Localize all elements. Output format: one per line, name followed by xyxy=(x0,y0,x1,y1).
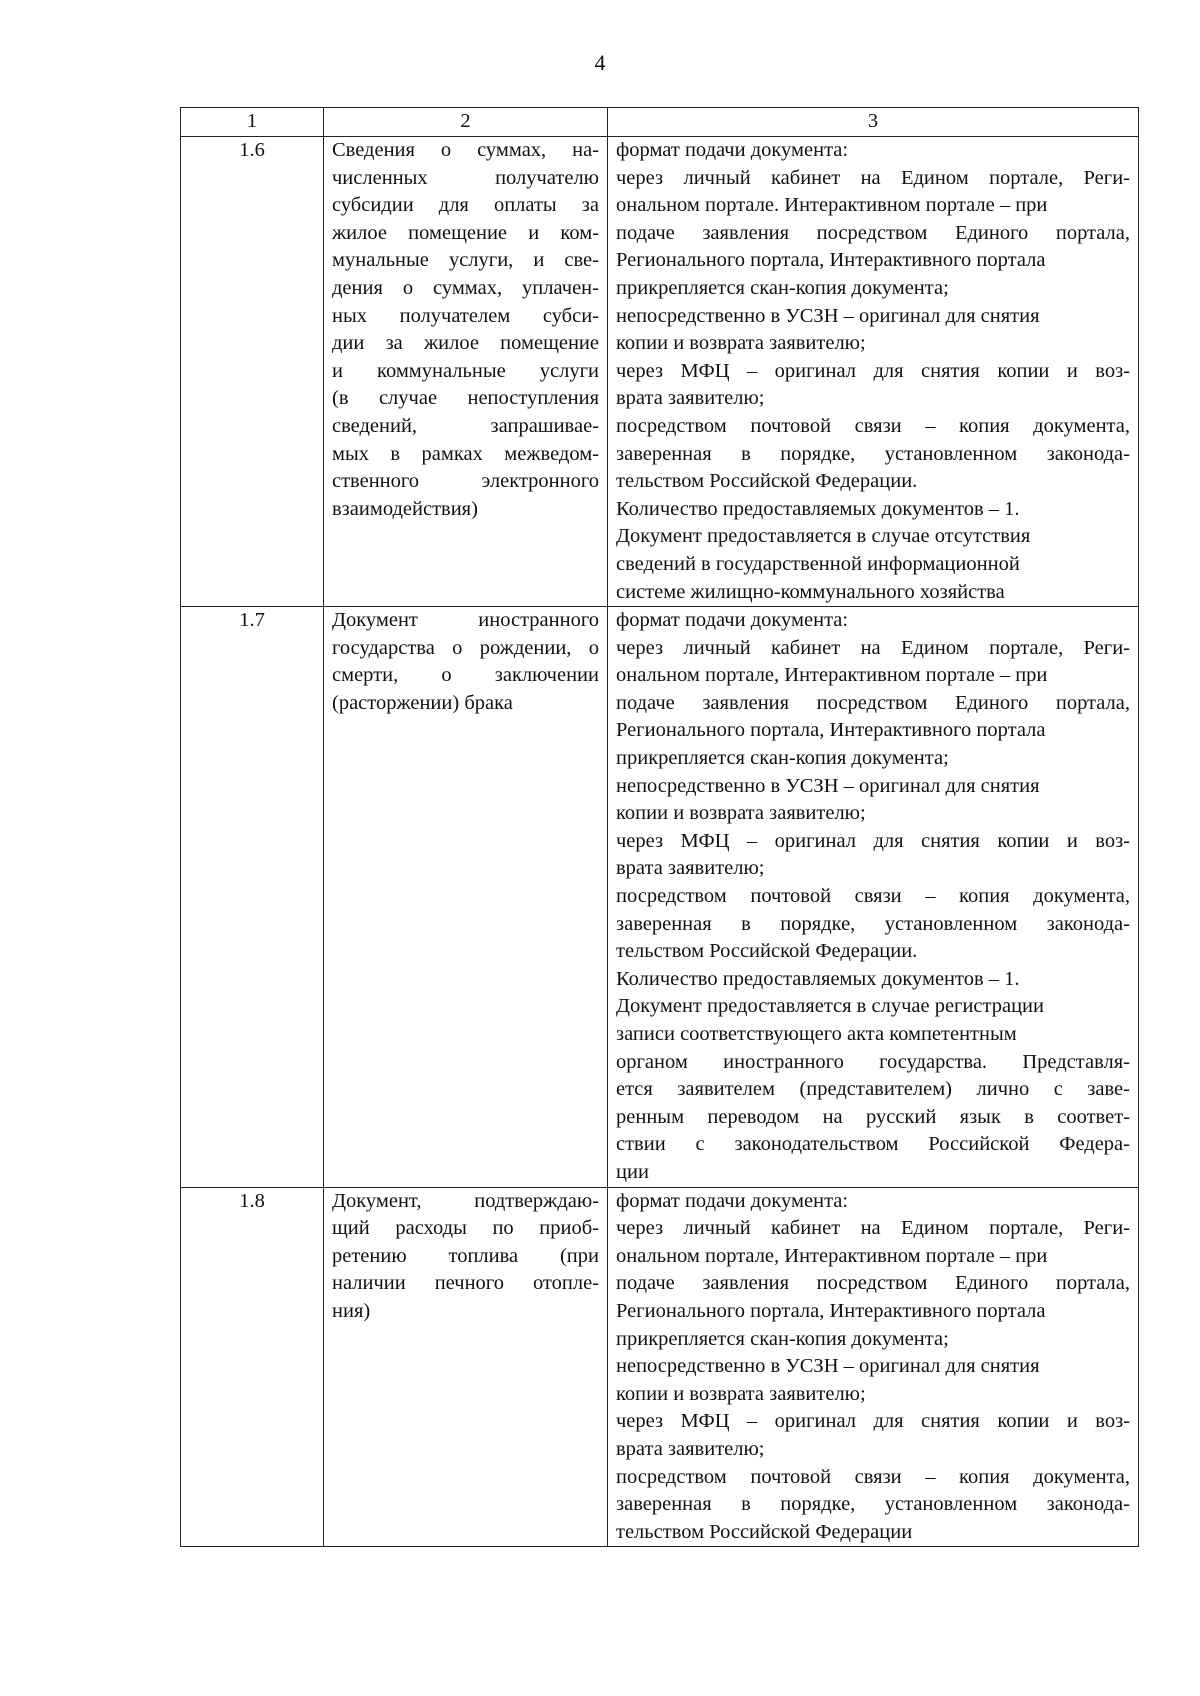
table-row xyxy=(181,1187,1139,1547)
submission-format-line: непосредственно в УСЗН – оригинал для снятия xyxy=(616,1355,1040,1378)
submission-format-line: органом иностранного государства. Представля- xyxy=(616,1050,1130,1073)
document-name-line: ния) xyxy=(332,1299,371,1322)
document-name-line: ственного электронного xyxy=(332,470,599,493)
submission-format-line: формат подачи документа: xyxy=(616,1189,849,1212)
document-name-line: (в случае непоступления xyxy=(332,387,599,410)
submission-format-line: заверенная в порядке, установленном законода- xyxy=(616,442,1130,465)
submission-format-line: посредством почтовой связи – копия документа, xyxy=(616,414,1130,437)
submission-format-line: формат подачи документа: xyxy=(616,609,849,632)
submission-format-line: непосредственно в УСЗН – оригинал для снятия xyxy=(616,774,1040,797)
document-name-line: наличии печного отопле- xyxy=(332,1272,599,1295)
submission-format-line: врата заявителю; xyxy=(616,387,765,410)
row-number-cell: 1.6 xyxy=(181,137,324,607)
submission-format-line: системе жилищно-коммунального хозяйства xyxy=(616,580,1005,603)
document-name-line: щий расходы по приоб- xyxy=(332,1217,599,1240)
document-name-line: дения о суммах, уплачен- xyxy=(332,276,599,299)
column-header-2: 2 xyxy=(324,108,608,137)
submission-format-line: посредством почтовой связи – копия документа, xyxy=(616,885,1130,908)
document-name-line: Сведения о суммах, на- xyxy=(332,139,599,161)
submission-format-line: копии и возврата заявителю; xyxy=(616,1382,866,1405)
document-name-line: государства о рождении, о xyxy=(332,636,599,659)
submission-format-cell xyxy=(608,137,1139,607)
document-name-line: дии за жилое помещение xyxy=(332,332,599,355)
document-name-line: численных получателю xyxy=(332,166,599,189)
submission-format-line: подаче заявления посредством Единого портала, xyxy=(616,691,1130,714)
document-name-line: субсидии для оплаты за xyxy=(332,194,599,217)
document-name-cell xyxy=(324,137,608,607)
submission-format-line: Количество предоставляемых документов – 1. xyxy=(616,497,1020,520)
submission-format-line: сведений в государственной информационной xyxy=(616,552,1020,575)
documents-table xyxy=(180,107,1139,1547)
submission-format-line: записи соответствующего акта компетентным xyxy=(616,1023,1017,1045)
table-row xyxy=(181,137,1139,607)
table-header-row xyxy=(181,108,1139,137)
row-number-cell: 1.7 xyxy=(181,607,324,1187)
submission-format-line: копии и возврата заявителю; xyxy=(616,802,866,825)
document-name-line: мунальные услуги, и све- xyxy=(332,249,599,272)
submission-format-cell xyxy=(608,1187,1139,1547)
submission-format-line: формат подачи документа: xyxy=(616,139,849,161)
document-name-line: Документ, подтверждаю- xyxy=(332,1189,599,1212)
submission-format-line: Регионального портала, Интерактивного портала xyxy=(616,719,1046,742)
submission-format-line: через МФЦ – оригинал для снятия копии и воз- xyxy=(616,829,1130,852)
submission-format-line: прикрепляется скан-копия документа; xyxy=(616,1327,949,1350)
submission-format-line: Документ предоставляется в случае отсутствия xyxy=(616,525,1031,548)
submission-format-line: заверенная в порядке, установленном законода- xyxy=(616,912,1130,935)
submission-format-cell xyxy=(608,607,1139,1187)
submission-format-line: тельством Российской Федерации. xyxy=(616,940,918,963)
submission-format-line: копии и возврата заявителю; xyxy=(616,332,866,355)
submission-format-line: тельством Российской Федерации. xyxy=(616,470,918,493)
submission-format-line: ональном портале, Интерактивном портале – при xyxy=(616,664,1048,687)
submission-format-line: прикрепляется скан-копия документа; xyxy=(616,276,949,299)
document-name-line: Документ иностранного xyxy=(332,609,599,632)
submission-format-line: Регионального портала, Интерактивного портала xyxy=(616,1299,1046,1322)
submission-format-line: прикрепляется скан-копия документа; xyxy=(616,747,949,770)
submission-format-line: ции xyxy=(616,1160,649,1183)
row-number-cell: 1.8 xyxy=(181,1187,324,1547)
column-header-3: 3 xyxy=(608,108,1139,137)
document-name-line: ных получателем субси- xyxy=(332,304,599,327)
document-name-line: мых в рамках межведом- xyxy=(332,442,599,465)
submission-format-line: непосредственно в УСЗН – оригинал для снятия xyxy=(616,304,1040,327)
submission-format-line: через МФЦ – оригинал для снятия копии и воз- xyxy=(616,1410,1130,1433)
document-name-line: и коммунальные услуги xyxy=(332,359,599,382)
submission-format-line: тельством Российской Федерации xyxy=(616,1520,913,1543)
submission-format-line: посредством почтовой связи – копия документа, xyxy=(616,1465,1130,1488)
table-row xyxy=(181,607,1139,1187)
submission-format-line: подаче заявления посредством Единого портала, xyxy=(616,221,1130,244)
document-name-line: сведений, запрашивае- xyxy=(332,414,599,437)
submission-format-line: через личный кабинет на Едином портале, Реги- xyxy=(616,1217,1130,1240)
submission-format-line: заверенная в порядке, установленном законода- xyxy=(616,1493,1130,1516)
submission-format-line: ональном портале, Интерактивном портале – при xyxy=(616,1244,1048,1267)
submission-format-line: врата заявителю; xyxy=(616,857,765,880)
document-name-cell xyxy=(324,607,608,1187)
submission-format-line: Регионального портала, Интерактивного портала xyxy=(616,249,1046,272)
document-name-line: ретению топлива (при xyxy=(332,1244,599,1267)
document-name-line: жилое помещение и ком- xyxy=(332,221,599,244)
document-name-cell xyxy=(324,1187,608,1547)
submission-format-line: подаче заявления посредством Единого портала, xyxy=(616,1272,1130,1295)
submission-format-line: Документ предоставляется в случае регистрации xyxy=(616,995,1044,1018)
submission-format-line: ствии с законодательством Российской Федера- xyxy=(616,1133,1130,1156)
submission-format-line: ется заявителем (представителем) лично с заве- xyxy=(616,1078,1130,1101)
submission-format-line: ренным переводом на русский язык в соответ- xyxy=(616,1105,1130,1128)
page-number: 4 xyxy=(594,50,606,75)
document-name-line: (расторжении) брака xyxy=(332,691,513,714)
document-name-line: взаимодействия) xyxy=(332,497,478,520)
submission-format-line: через МФЦ – оригинал для снятия копии и воз- xyxy=(616,359,1130,382)
submission-format-line: Количество предоставляемых документов – 1. xyxy=(616,967,1020,990)
submission-format-line: через личный кабинет на Едином портале, Реги- xyxy=(616,166,1130,189)
submission-format-line: ональном портале. Интерактивном портале – при xyxy=(616,194,1048,217)
submission-format-line: врата заявителю; xyxy=(616,1437,765,1460)
document-name-line: смерти, о заключении xyxy=(332,664,599,687)
column-header-1: 1 xyxy=(181,108,324,137)
submission-format-line: через личный кабинет на Едином портале, Реги- xyxy=(616,636,1130,659)
